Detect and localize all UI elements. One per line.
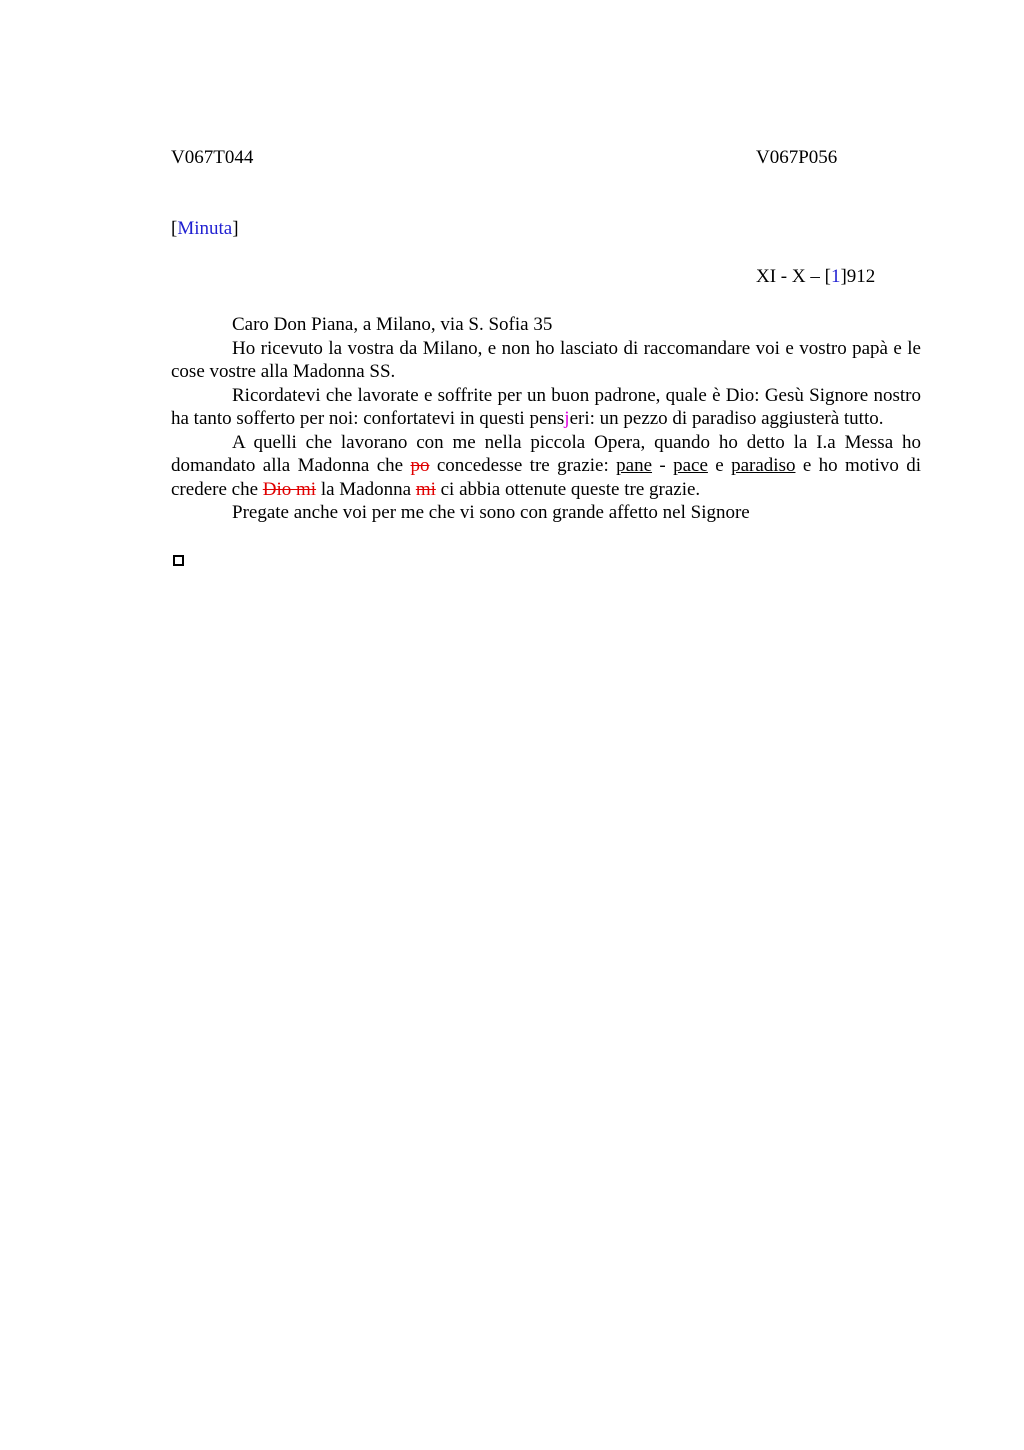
paragraph-2-text-b: eri: un pezzo di paradiso aggiusterà tutto. bbox=[569, 408, 884, 429]
document-codes bbox=[171, 146, 921, 170]
separator: - bbox=[652, 455, 674, 476]
deleted-word: po bbox=[410, 455, 430, 476]
deleted-word: Dio mi bbox=[262, 478, 317, 500]
draft-label-close-bracket: ] bbox=[232, 218, 239, 239]
separator: e bbox=[707, 455, 732, 476]
letter-body bbox=[171, 313, 921, 525]
salutation: Caro Don Piana, a Milano, via S. Sofia 35 bbox=[232, 314, 553, 335]
paragraph-3-text-a: A quelli che lavorano con me nella piccola Opera, quando ho detto la I.a Messa ho domandato alla Madonna che bbox=[171, 431, 921, 476]
date-prefix: XI - X – [ bbox=[756, 266, 831, 287]
paragraph-1: Ho ricevuto la vostra da Milano, e non ho lasciato di raccomandare voi e vostro papà e le cose vostre alla Madonna SS. bbox=[171, 337, 921, 382]
paragraph-3-text-e: ci abbia ottenute queste tre grazie. bbox=[435, 478, 701, 500]
draft-label bbox=[171, 217, 239, 241]
letter-date bbox=[756, 265, 875, 289]
paragraph-4: Pregate anche voi per me che vi sono con grande affetto nel Signore bbox=[232, 502, 750, 523]
paragraph-2 bbox=[171, 384, 921, 431]
draft-label-open-bracket: [ bbox=[171, 218, 178, 239]
date-suffix: ]912 bbox=[840, 266, 876, 287]
end-of-document-square-icon bbox=[173, 555, 184, 566]
draft-label-text: Minuta bbox=[177, 218, 233, 239]
paragraph-3-text-d: la Madonna bbox=[316, 478, 416, 500]
deleted-word: mi bbox=[415, 478, 436, 500]
underlined-word: paradiso bbox=[731, 455, 796, 476]
paragraph-3-text-b: concedesse tre grazie: bbox=[429, 455, 617, 476]
page-code: V067P056 bbox=[756, 147, 838, 168]
text-code: V067T044 bbox=[171, 147, 254, 168]
correction-letter: j bbox=[564, 408, 570, 429]
underlined-word: pane bbox=[616, 455, 653, 476]
date-restored-digit: 1 bbox=[830, 266, 841, 287]
underlined-word: pace bbox=[673, 455, 708, 476]
paragraph-2-text-a: Ricordatevi che lavorate e soffrite per un buon padrone, quale è Dio: Gesù Signore nostro ha tanto sofferto per noi: confortatevi in questi pens bbox=[171, 384, 921, 429]
paragraph-3-text-c: e ho motivo di credere che bbox=[171, 455, 922, 500]
paragraph-3 bbox=[171, 431, 921, 502]
